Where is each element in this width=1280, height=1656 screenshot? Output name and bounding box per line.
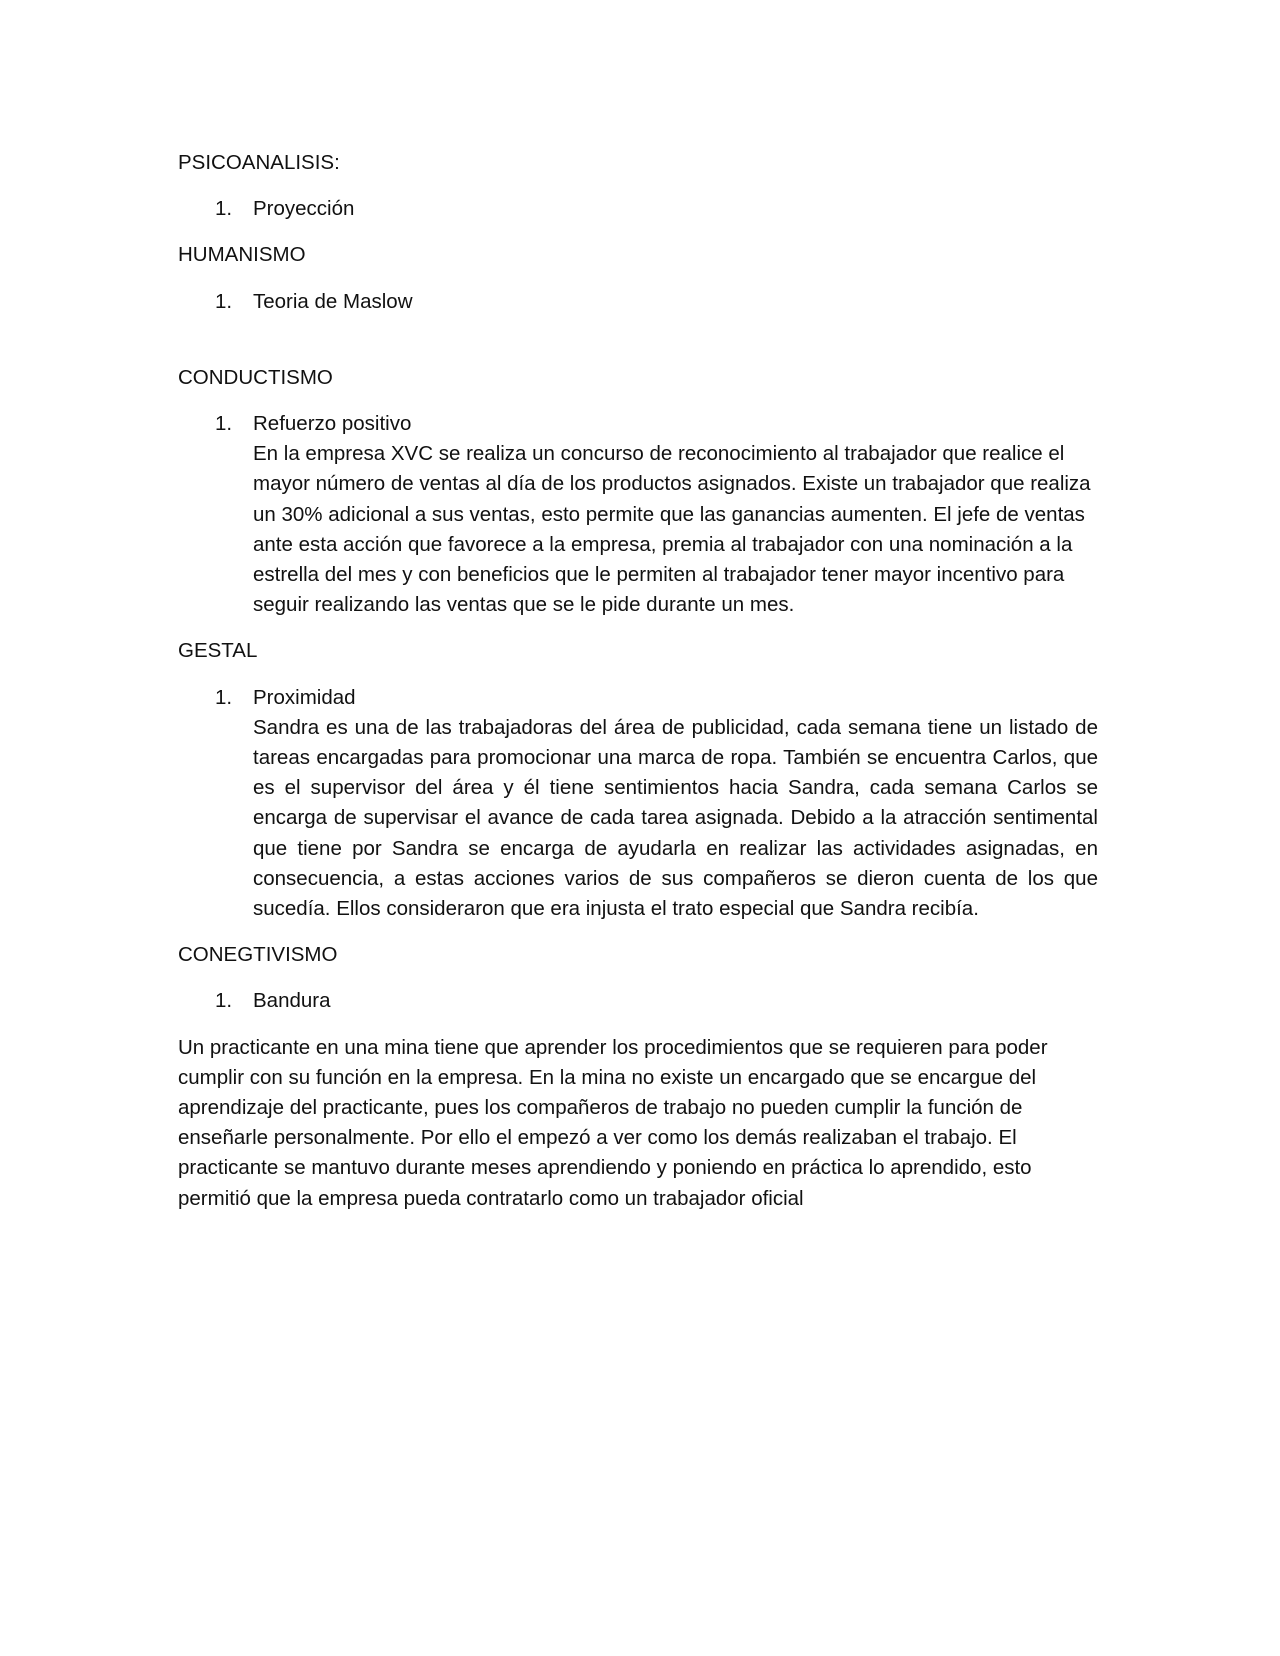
section-heading-humanismo: HUMANISMO bbox=[178, 243, 306, 267]
numbered-list bbox=[178, 683, 1098, 925]
numbered-list bbox=[178, 986, 1098, 1016]
section-heading-gestal: GESTAL bbox=[178, 639, 258, 663]
document-body bbox=[178, 148, 1098, 1214]
list-item bbox=[178, 287, 1098, 317]
numbered-list bbox=[178, 287, 1098, 317]
list-number: 1. bbox=[215, 989, 233, 1013]
list-item-title: Teoria de Maslow bbox=[253, 289, 413, 313]
list-item-title: Bandura bbox=[253, 989, 331, 1013]
list-item bbox=[178, 986, 1098, 1016]
list-item bbox=[178, 409, 1098, 620]
numbered-list bbox=[178, 409, 1098, 620]
blank-line bbox=[178, 333, 1098, 363]
list-item bbox=[178, 683, 1098, 925]
list-item-title: Proximidad bbox=[253, 685, 356, 709]
section-heading-conegtivismo: CONEGTIVISMO bbox=[178, 943, 338, 967]
list-number: 1. bbox=[215, 685, 233, 709]
section-heading-conductismo: CONDUCTISMO bbox=[178, 365, 333, 389]
list-item-title: Refuerzo positivo bbox=[253, 412, 412, 436]
list-number: 1. bbox=[215, 412, 233, 436]
list-item-title: Proyección bbox=[253, 197, 355, 221]
section-heading-psicoanalisis: PSICOANALISIS: bbox=[178, 151, 340, 174]
closing-paragraph: Un practicante en una mina tiene que aprender los procedimientos que se requieren para poder cumplir con su función en la empresa. En la mina no existe un encargado que se encargue del aprendizaje del practicante, pues los compañeros de trabajo no pueden cumplir la función de enseñarle personalmente. Por ello el empezó a ver como los demás realizaban el trabajo. El practicante se mantuvo durante meses aprendiendo y poniendo en práctica lo aprendido, esto permitió que la empresa pueda contratarlo como un trabajador oficial bbox=[178, 1035, 1048, 1210]
list-item-body: Sandra es una de las trabajadoras del área de publicidad, cada semana tiene un listado de tareas encargadas para promocionar una marca de ropa. También se encuentra Carlos, que es el supervisor del área y él tiene sentimientos hacia Sandra, cada semana Carlos se encarga de supervisar el avance de cada tarea asignada. Debido a la atracción sentimental que tiene por Sandra se encarga de ayudarla en realizar las actividades asignadas, en consecuencia, a estas acciones varios de sus compañeros se dieron cuenta de los que sucedía. Ellos consideraron que era injusta el trato especial que Sandra recibía. bbox=[253, 715, 1098, 921]
list-item bbox=[178, 194, 1098, 224]
numbered-list bbox=[178, 194, 1098, 224]
list-number: 1. bbox=[215, 289, 233, 313]
list-item-body: En la empresa XVC se realiza un concurso de reconocimiento al trabajador que realice el mayor número de ventas al día de los productos asignados. Existe un trabajador que realiza un 30% adicional a sus ventas, esto permite que las ganancias aumenten. El jefe de ventas ante esta acción que favorece a la empresa, premia al trabajador con una nominación a la estrella del mes y con beneficios que le permiten al trabajador tener mayor incentivo para seguir realizando las ventas que se le pide durante un mes. bbox=[253, 442, 1091, 617]
list-number: 1. bbox=[215, 197, 233, 221]
